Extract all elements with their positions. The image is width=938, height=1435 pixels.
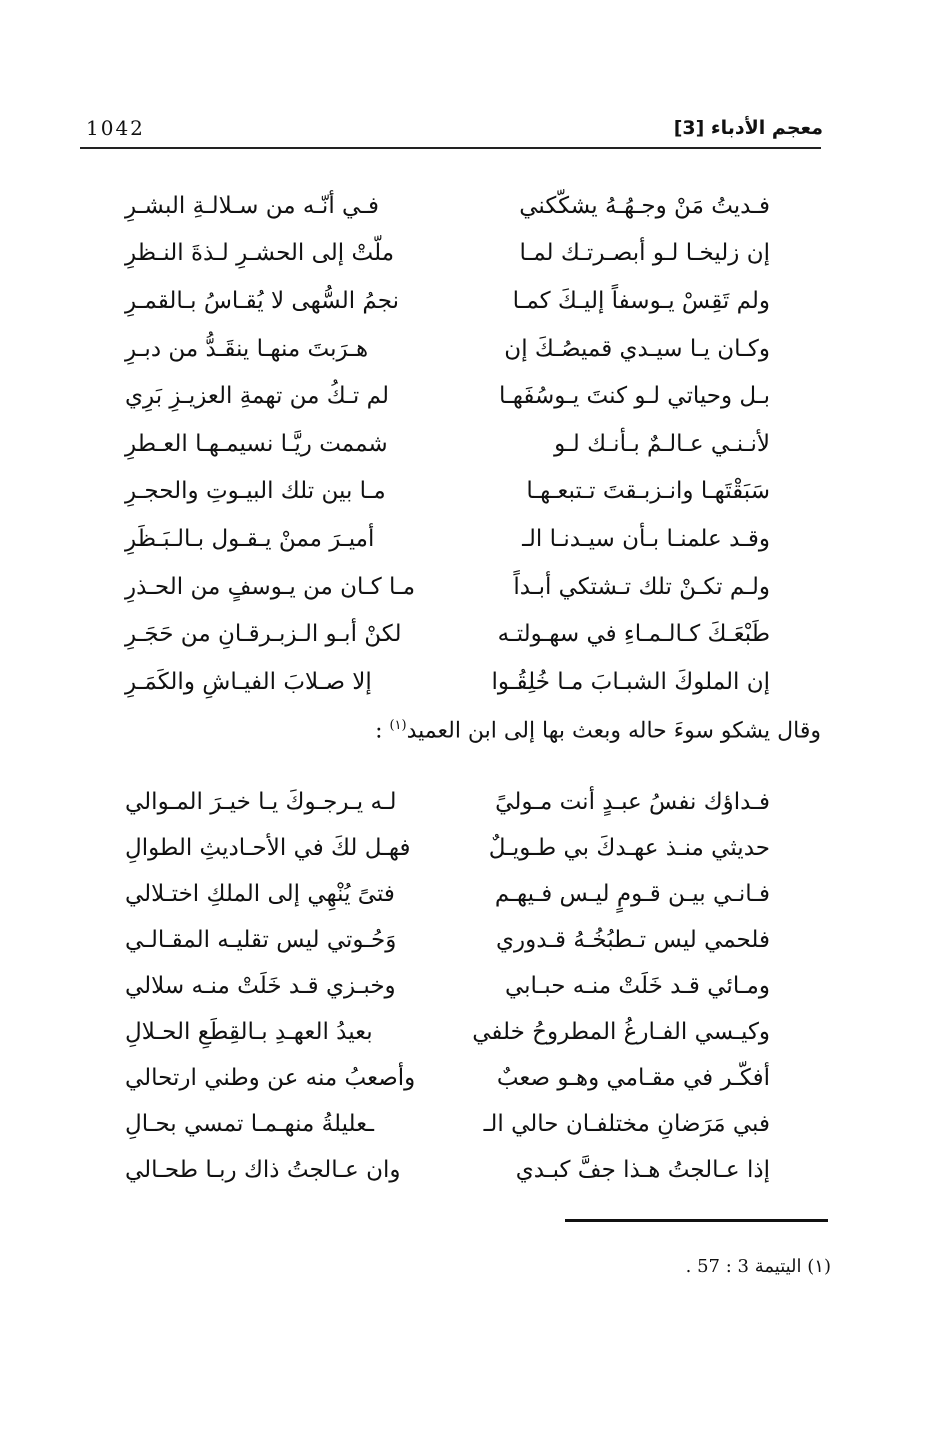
- verse-first-hemistich: فـداؤك نفسُ عبـدٍ أنت مـوليً: [495, 789, 770, 815]
- verse-first-hemistich: بـل وحياتي لـو كنتَ يـوسُفَهـا: [498, 383, 770, 410]
- verse-first-hemistich: سَبَقْتَهـا وانـزبـقتَ تـتبعـهـا: [526, 478, 770, 505]
- verse-second-hemistich: إلا صـلابَ الفيـاشِ والكَمَـرِ: [125, 668, 372, 695]
- verse-second-hemistich: وَحُـوتي ليس تقليـه المقـالـي: [125, 927, 397, 953]
- verse-first-hemistich: إن الملوكَ الشبـابَ مـا خُلِقُـوا: [491, 668, 770, 695]
- verse-first-hemistich: طَبْعَـكَ كـالـمـاءِ في سهـولتـه: [497, 621, 770, 648]
- verse-first-hemistich: فـانـي بيـن قـومٍ ليـس فـيهـم: [494, 881, 770, 907]
- poem-second: [125, 779, 770, 1193]
- footnote-reference: (١): [389, 718, 407, 733]
- verse-second-hemistich: أميـرَ ممنْ يـقـول بـالـبَـظَرِ: [125, 525, 375, 552]
- verse-second-hemistich: لـه يـرجـوكَ يـا خيـرَ المـوالي: [125, 789, 397, 815]
- verse-first-hemistich: ومـائي قـد خَلَتْ منـه حبـابي: [504, 973, 770, 999]
- verse-first-hemistich: ولـم تكـنْ تلك تـشتكي أبـداً: [513, 573, 770, 600]
- verse-second-hemistich: ـعليلةُ منهـمـا تمسي بحـالِ: [125, 1111, 375, 1137]
- verse: [125, 779, 770, 825]
- verse: [125, 1101, 770, 1147]
- verse-first-hemistich: وكـان يـا سيـدي قميصُـكَ إن: [504, 335, 770, 362]
- verse: [125, 325, 770, 373]
- verse-second-hemistich: مـا كـان من يـوسفٍ من الحـذرِ: [125, 573, 416, 600]
- verse: [125, 230, 770, 278]
- verse: [125, 658, 770, 706]
- verse-first-hemistich: وقـد علمنـا بـأن سيـدنـا الـ: [522, 525, 770, 552]
- verse-second-hemistich: هـرَبتَ منهـا ينقَـدُّ من دبـرِ: [125, 335, 369, 362]
- verse: [125, 610, 770, 658]
- verse-first-hemistich: ولم تَقِسْ يـوسفاً إليـكَ كمـا: [512, 287, 770, 314]
- verse: [125, 1055, 770, 1101]
- verse: [125, 277, 770, 325]
- verse-first-hemistich: فبي مَرَضانِ مختلفـان حالي الـ: [483, 1111, 770, 1137]
- verse-second-hemistich: بعيدُ العهـدِ بـالقِطَعِ الحـلالِ: [125, 1019, 373, 1045]
- running-header-title: معجم الأدباء [3]: [673, 117, 823, 139]
- verse: [125, 563, 770, 611]
- verse-second-hemistich: لم تـكُ من تهمةِ العزيـزِ بَرِي: [125, 383, 389, 410]
- verse-second-hemistich: لكنْ أبـو الـزبـرقـانِ من حَجَـرِ: [125, 621, 402, 648]
- poem-introduction: [375, 718, 821, 743]
- verse: [125, 420, 770, 468]
- verse-second-hemistich: وان عـالجتُ ذاك ربـا طحـالي: [125, 1157, 401, 1183]
- verse-first-hemistich: فلحمي ليس تـطبُخُـهُ قـدوري: [495, 927, 770, 953]
- header-rule: [80, 147, 821, 149]
- verse-second-hemistich: فهـل لكَ في الأحـاديثِ الطوالِ: [125, 835, 411, 861]
- intro-text: وقال يشكو سوءَ حاله وبعث بها إلى ابن العميد: [406, 718, 821, 744]
- verse: [125, 182, 770, 230]
- verse-second-hemistich: فتىً يُنْهِي إلى الملكِ اختـلالي: [125, 881, 395, 907]
- verse-second-hemistich: شممت ريَّـا نسيمـهـا العـطرِ: [125, 430, 388, 457]
- poem-first: [125, 182, 770, 706]
- footnote-rule: [565, 1219, 828, 1222]
- verse-second-hemistich: نجمُ السُّهى لا يُقـاسُ بـالقمـرِ: [125, 287, 399, 314]
- verse-first-hemistich: لأنـنـي عـالـمٌ بـأنـك لـو: [554, 430, 770, 457]
- verse-first-hemistich: فـديتُ مَنْ وجـهُـهُ يشكّكني: [519, 192, 770, 219]
- verse-first-hemistich: إذا عـالجتُ هـذا جفَّ كبـدي: [515, 1157, 770, 1183]
- verse: [125, 871, 770, 917]
- verse: [125, 825, 770, 871]
- verse-second-hemistich: وأصعبُ منه عن وطني ارتحالي: [125, 1065, 416, 1091]
- verse-first-hemistich: أفكّـر في مقـامي وهـو صعبٌ: [496, 1065, 770, 1091]
- verse: [125, 1147, 770, 1193]
- verse: [125, 963, 770, 1009]
- verse-second-hemistich: ملّتْ إلى الحشـرِ لـذةَ النـظرِ: [125, 240, 395, 267]
- verse-second-hemistich: فـي أنّـه من سـلالـةِ البشـرِ: [125, 192, 379, 219]
- verse-first-hemistich: حديثي منـذ عهـدكَ بي طـويـلٌ: [488, 835, 770, 861]
- verse: [125, 1009, 770, 1055]
- verse-second-hemistich: وخبـزي قـد خَلَتْ منـه سلالي: [125, 973, 396, 999]
- verse: [125, 515, 770, 563]
- verse-first-hemistich: إن زليخـا لـو أبصـرتـك لمـا: [519, 240, 770, 267]
- page-number: 1042: [86, 116, 145, 140]
- verse-first-hemistich: وكيـسي الفـارغُ المطروحُ خلفي: [472, 1019, 770, 1045]
- verse: [125, 372, 770, 420]
- verse-second-hemistich: مـا بين تلك البيـوتِ والحجـرِ: [125, 478, 386, 505]
- verse: [125, 917, 770, 963]
- intro-colon: :: [375, 718, 390, 744]
- verse: [125, 468, 770, 516]
- footnote: (١) اليتيمة 3 : 57 .: [685, 1256, 831, 1277]
